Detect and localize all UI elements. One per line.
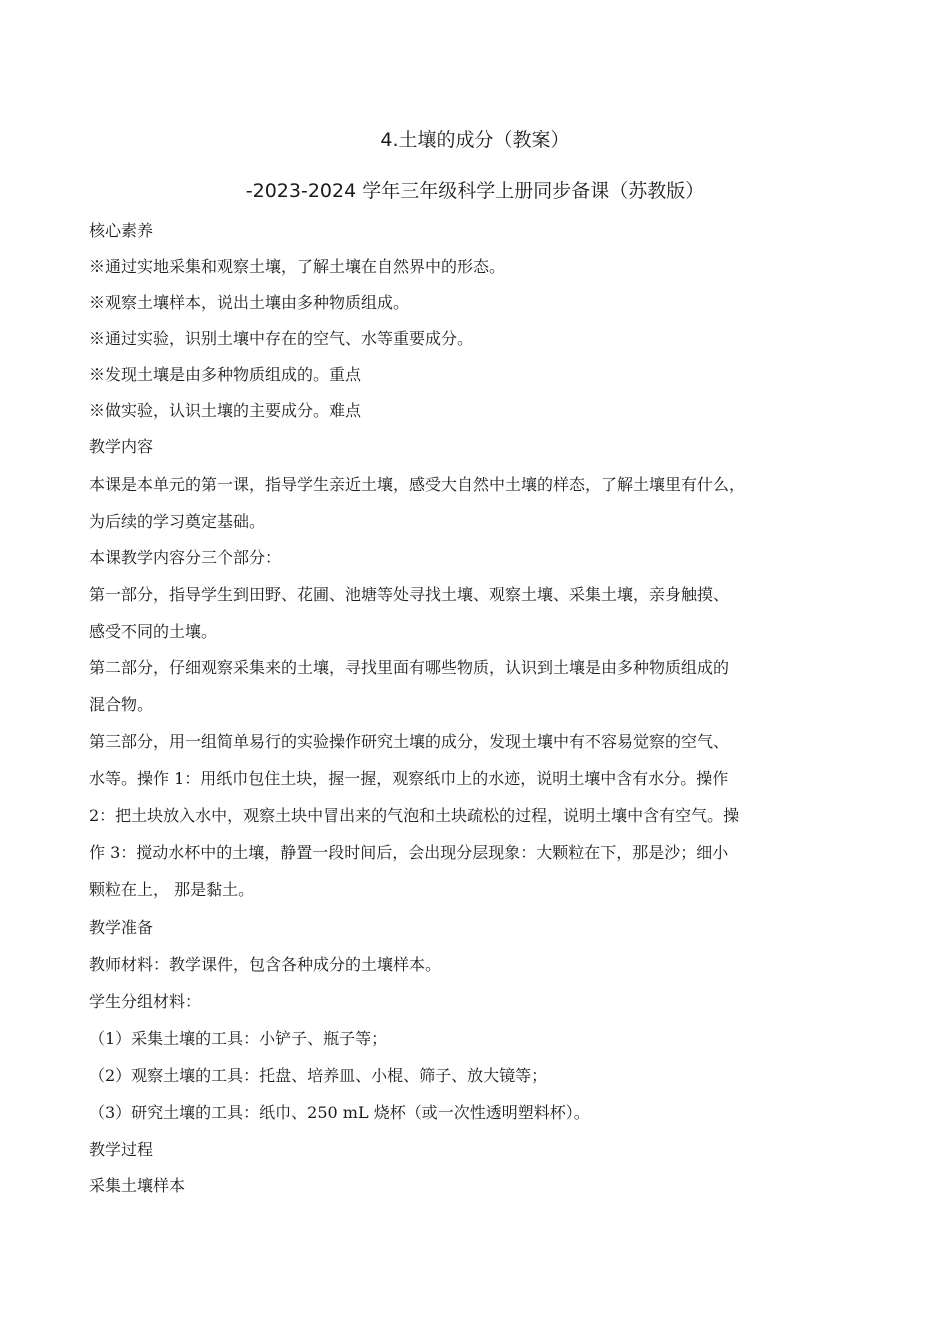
- section-heading-teaching-content: 教学内容: [89, 437, 154, 456]
- section-heading-teaching-preparation: 教学准备: [89, 918, 154, 937]
- list-item: （2）观察土壤的工具：托盘、培养皿、小棍、筛子、放大镜等；: [89, 1066, 548, 1085]
- paragraph-line: ※通过实地采集和观察土壤，了解土壤在自然界中的形态。: [89, 257, 506, 276]
- document-title: 4.土壤的成分（教案）: [380, 129, 570, 151]
- document-subtitle: -2023-2024 学年三年级科学上册同步备课（苏教版）: [245, 180, 705, 202]
- paragraph-line: ※通过实验，识别土壤中存在的空气、水等重要成分。: [89, 329, 474, 348]
- paragraph-line: 教师材料：教学课件，包含各种成分的土壤样本。: [89, 955, 442, 974]
- list-item: （1）采集土壤的工具：小铲子、瓶子等；: [89, 1029, 388, 1048]
- section-heading-core-literacy: 核心素养: [89, 221, 154, 240]
- paragraph-line: 颗粒在上， 那是黏土。: [89, 880, 255, 899]
- paragraph-line: ※发现土壤是由多种物质组成的。重点: [89, 365, 362, 384]
- paragraph-line: 本课是本单元的第一课，指导学生亲近土壤，感受大自然中土壤的样态，了解土壤里有什么，: [89, 475, 746, 494]
- paragraph-line: 采集土壤样本: [89, 1176, 186, 1195]
- paragraph-line: 第一部分，指导学生到田野、花圃、池塘等处寻找土壤、观察土壤、采集土壤，亲身触摸、: [89, 585, 730, 604]
- paragraph-line: ※观察土壤样本，说出土壤由多种物质组成。: [89, 293, 410, 312]
- paragraph-line: 混合物。: [89, 695, 154, 714]
- paragraph-line: 为后续的学习奠定基础。: [89, 512, 266, 531]
- paragraph-line: 作 3：搅动水杯中的土壤，静置一段时间后，会出现分层现象：大颗粒在下，那是沙；细小: [89, 843, 729, 862]
- paragraph-line: 学生分组材料：: [89, 992, 202, 1011]
- paragraph-line: 第三部分，用一组简单易行的实验操作研究土壤的成分，发现土壤中有不容易觉察的空气、: [89, 732, 730, 751]
- paragraph-line: ※做实验，认识土壤的主要成分。难点: [89, 401, 362, 420]
- paragraph-line: 水等。操作 1：用纸巾包住土块，握一握，观察纸巾上的水迹，说明土壤中含有水分。操作: [89, 769, 729, 788]
- paragraph-line: 2：把土块放入水中，观察土块中冒出来的气泡和土块疏松的过程，说明土壤中含有空气。操: [89, 806, 740, 825]
- section-heading-teaching-process: 教学过程: [89, 1140, 154, 1159]
- list-item: （3）研究土壤的工具：纸巾、250 mL 烧杯（或一次性透明塑料杯）。: [89, 1103, 590, 1122]
- paragraph-line: 本课教学内容分三个部分：: [89, 548, 282, 567]
- paragraph-line: 感受不同的土壤。: [89, 622, 218, 641]
- paragraph-line: 第二部分，仔细观察采集来的土壤，寻找里面有哪些物质，认识到土壤是由多种物质组成的: [89, 658, 730, 677]
